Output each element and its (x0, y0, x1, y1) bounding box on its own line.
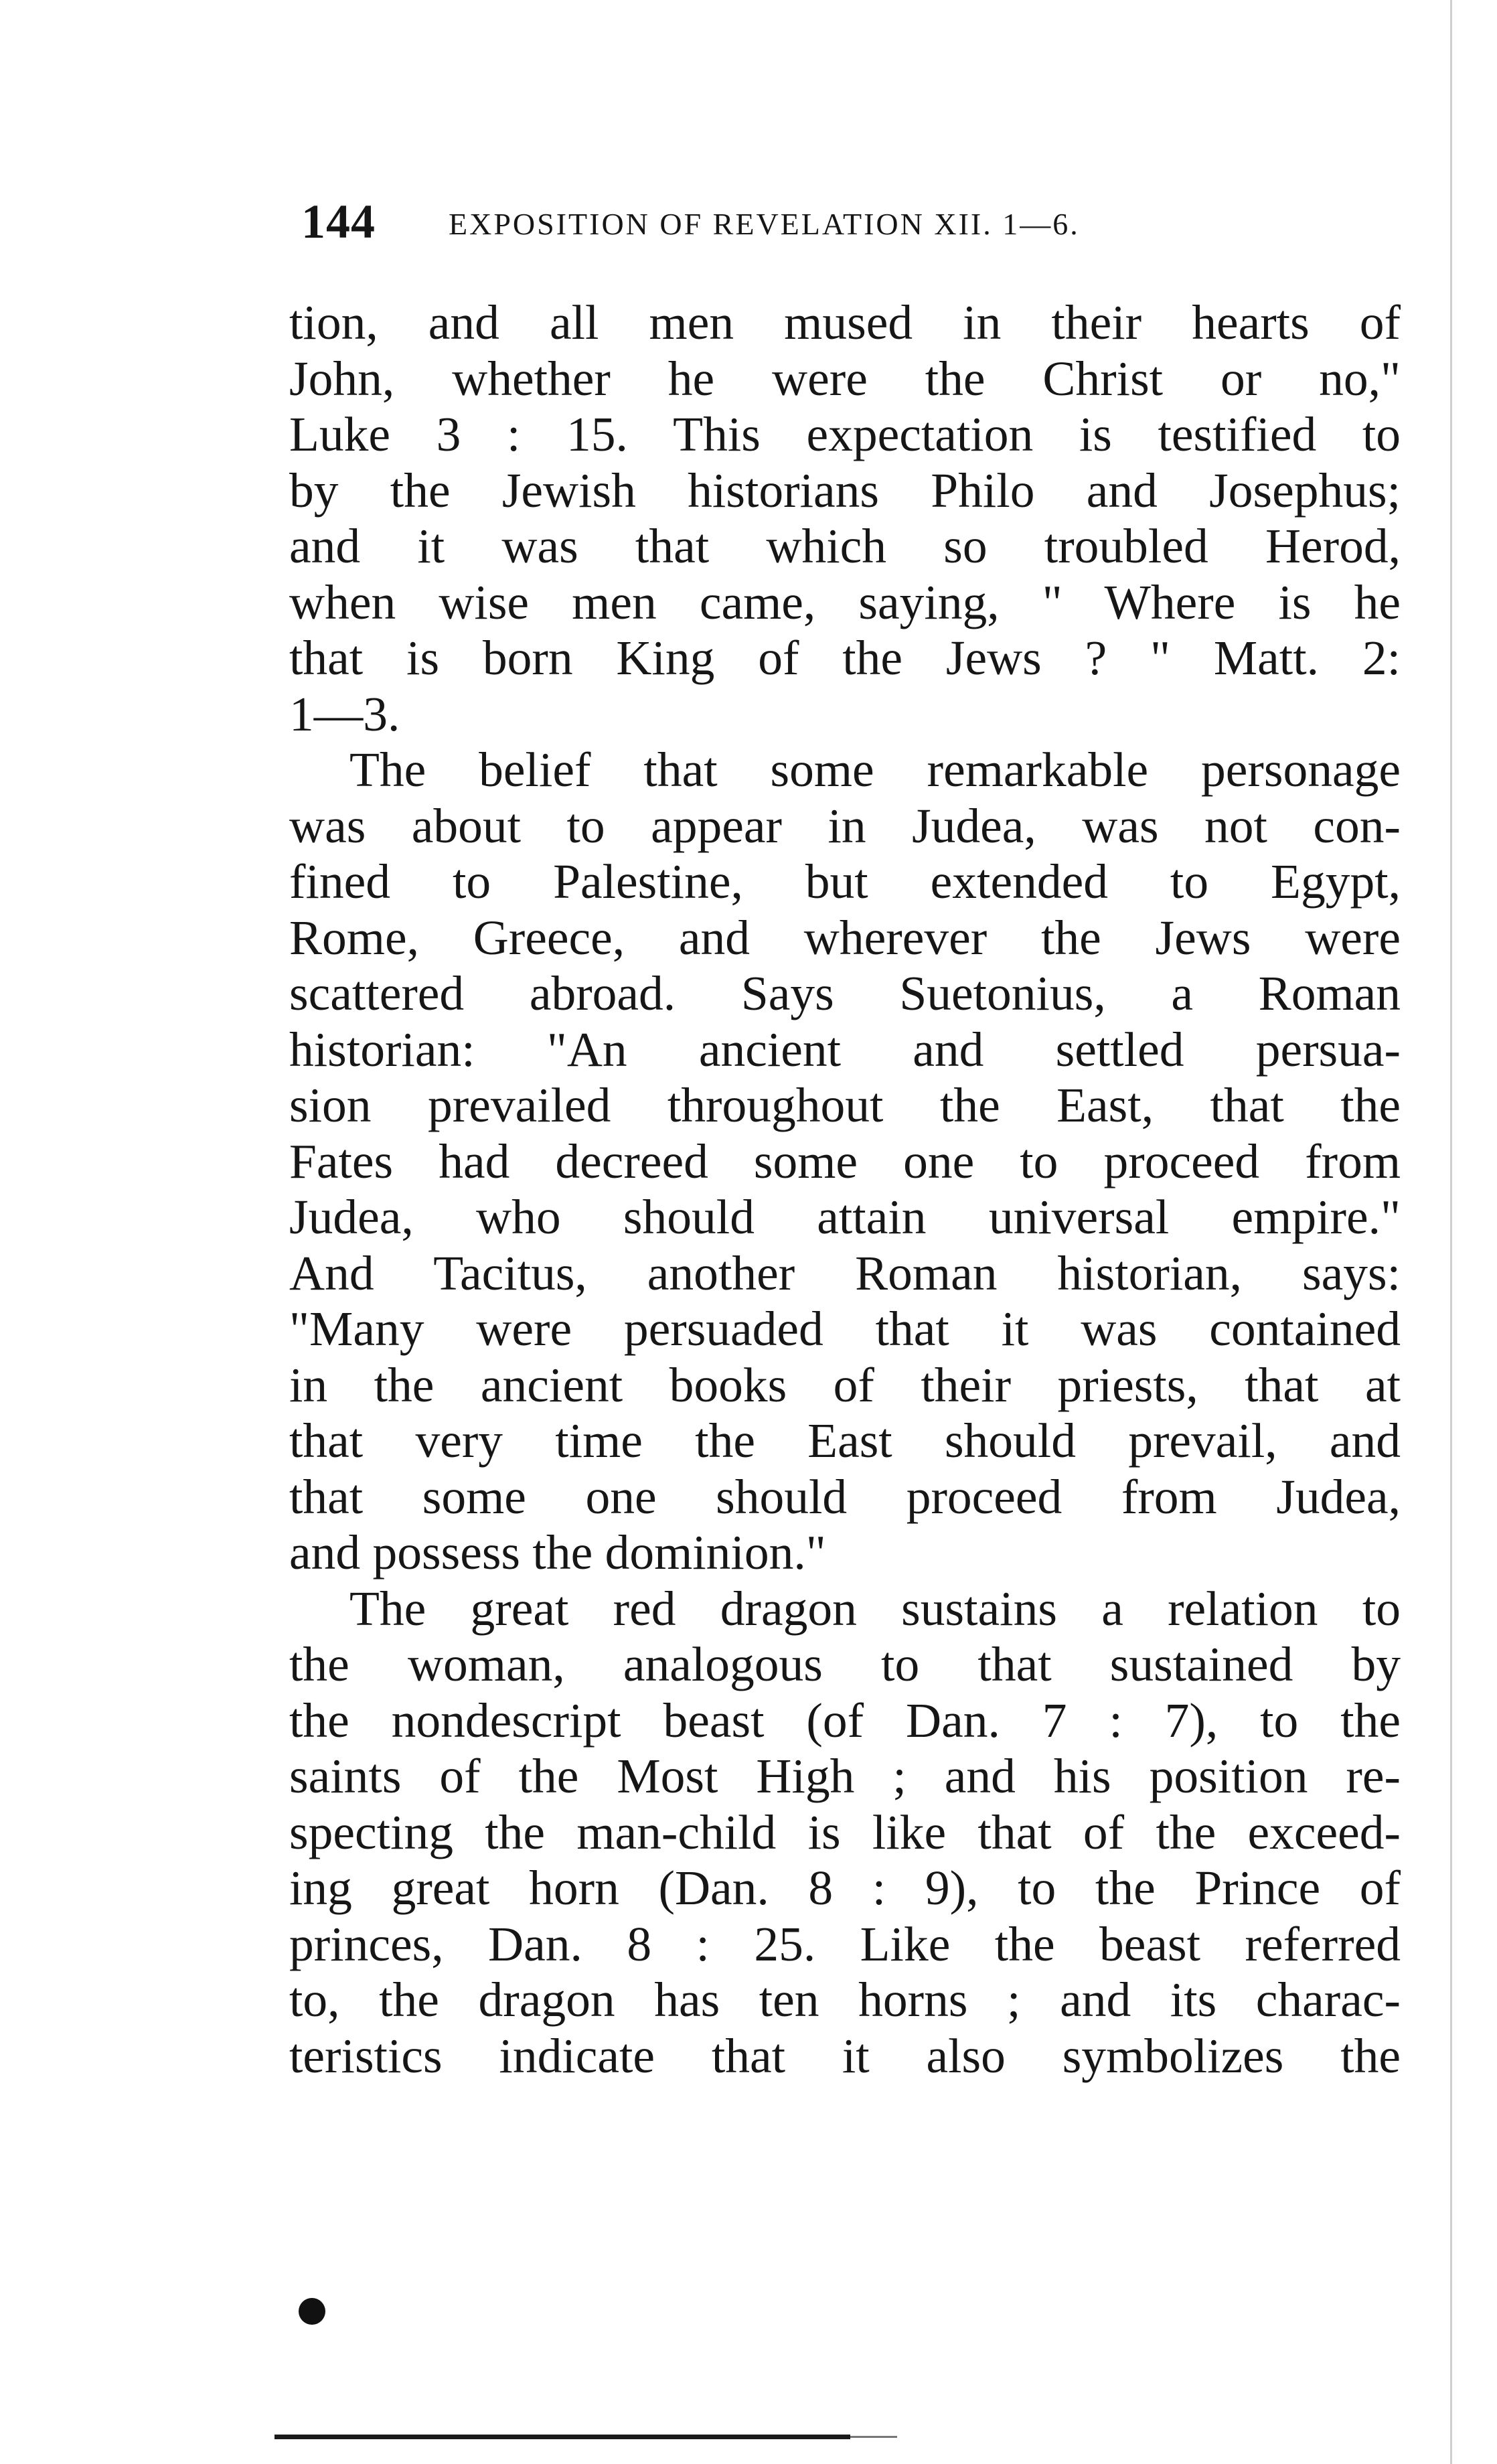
text-line: Luke 3 : 15. This expectation is testified to (289, 407, 1401, 461)
text-line: in the ancient books of their priests, that at (289, 1357, 1401, 1412)
text-line: that is born King of the Jews ? " Matt. 2: (289, 631, 1401, 685)
text-line: by the Jewish historians Philo and Josephus; (289, 463, 1401, 518)
text-line: was about to appear in Judea, was not con- (289, 798, 1401, 853)
text-line: to, the dragon has ten horns ; and its charac- (289, 1973, 1401, 2027)
running-head: EXPOSITION OF REVELATION XII. 1—6. (449, 207, 1080, 241)
bottom-rule-tail (850, 2436, 897, 2438)
body-text (289, 295, 1401, 2084)
text-line: when wise men came, saying, " Where is he (289, 574, 1401, 629)
text-line: "Many were persuaded that it was contained (289, 1302, 1401, 1356)
text-line: ing great horn (Dan. 8 : 9), to the Prince of (289, 1861, 1401, 1915)
text-line: teristics indicate that it also symbolizes the (289, 2028, 1401, 2083)
page-header (301, 194, 1399, 254)
text-line: the woman, analogous to that sustained by (289, 1637, 1401, 1691)
text-line: the nondescript beast (of Dan. 7 : 7), to the (289, 1693, 1401, 1748)
paragraph-start-line: The great red dragon sustains a relation to (349, 1581, 1401, 1636)
paragraph-start-line: The belief that some remarkable personage (349, 743, 1401, 797)
text-line: tion, and all men mused in their hearts of (289, 295, 1401, 350)
text-line: And Tacitus, another Roman historian, says: (289, 1245, 1401, 1300)
text-line: Judea, who should attain universal empire." (289, 1190, 1401, 1244)
text-line: John, whether he were the Christ or no," (289, 351, 1401, 406)
text-line: 1—3. (289, 686, 400, 741)
text-line: scattered abroad. Says Suetonius, a Roman (289, 966, 1401, 1020)
text-line: princes, Dan. 8 : 25. Like the beast referred (289, 1916, 1401, 1971)
text-line: saints of the Most High ; and his position re- (289, 1749, 1401, 1803)
text-line: and it was that which so troubled Herod, (289, 519, 1401, 573)
text-line: sion prevailed throughout the East, that the (289, 1078, 1401, 1132)
text-line: Rome, Greece, and wherever the Jews were (289, 910, 1401, 965)
text-line: fined to Palestine, but extended to Egypt, (289, 854, 1401, 909)
text-line: historian: "An ancient and settled persua- (289, 1022, 1401, 1077)
text-line: Fates had decreed some one to proceed from (289, 1134, 1401, 1188)
text-line: that some one should proceed from Judea, (289, 1469, 1401, 1524)
page-edge-line (1450, 0, 1452, 2464)
text-line: and possess the dominion." (289, 1525, 826, 1580)
text-line: that very time the East should prevail, and (289, 1413, 1401, 1468)
ink-dot (299, 2298, 325, 2325)
text-line: specting the man-child is like that of the exceed- (289, 1804, 1401, 1859)
page-number: 144 (301, 195, 376, 248)
bottom-rule (274, 2435, 850, 2439)
